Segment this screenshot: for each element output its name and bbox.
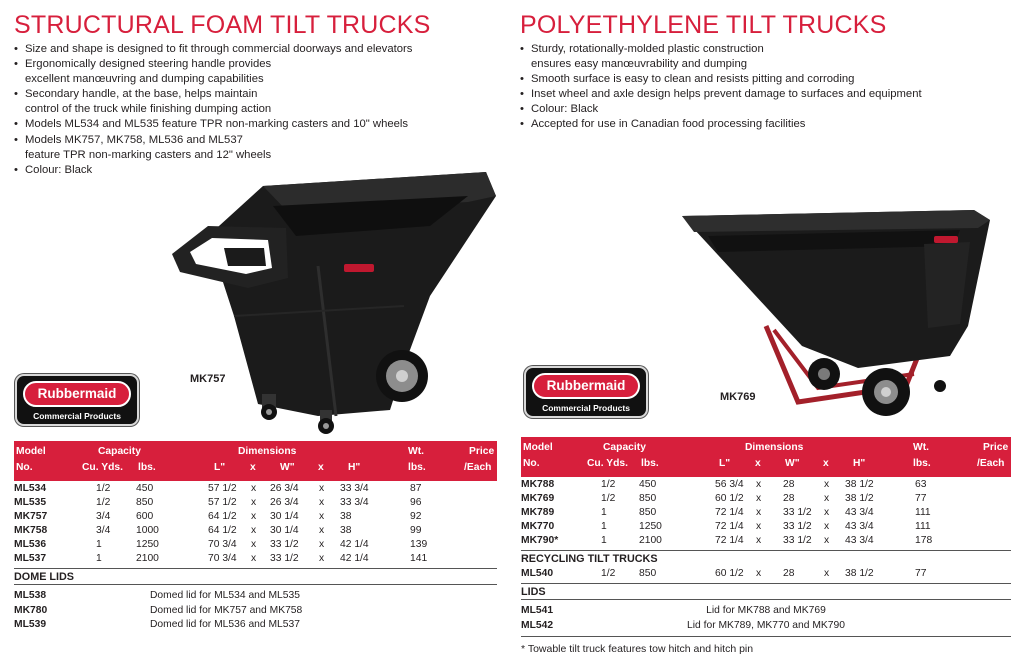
header-lbs: lbs. <box>641 458 659 469</box>
cell-l: 60 1/2 <box>715 568 744 579</box>
section-title: POLYETHYLENE TILT TRUCKS <box>520 11 887 39</box>
feature-list <box>520 42 1020 133</box>
lids-list <box>14 589 497 633</box>
cell-model: MK788 <box>521 479 555 490</box>
cell-w: 30 1/4 <box>270 525 299 536</box>
cell-x2: x <box>824 521 830 532</box>
cell-x1: x <box>251 483 257 494</box>
table-row <box>14 552 497 566</box>
cell-cu: 1 <box>96 553 102 564</box>
cell-x1: x <box>756 568 762 579</box>
cell-l: 70 3/4 <box>208 539 237 550</box>
header-no: No. <box>16 462 33 473</box>
cell-wt: 99 <box>410 525 422 536</box>
lid-description: Domed lid for ML534 and ML535 <box>150 590 300 601</box>
cell-lbs: 1250 <box>136 539 159 550</box>
header-capacity: Capacity <box>603 442 646 453</box>
table-row <box>521 492 1011 506</box>
cell-l: 72 1/4 <box>715 535 744 546</box>
table-row <box>14 482 497 496</box>
header-x: x <box>823 458 829 469</box>
cell-l: 72 1/4 <box>715 507 744 518</box>
cell-h: 43 3/4 <box>845 535 874 546</box>
model-tag: MK769 <box>720 391 756 403</box>
cell-model: MK757 <box>14 511 48 522</box>
cell-w: 26 3/4 <box>270 483 299 494</box>
cell-x1: x <box>251 497 257 508</box>
cell-cu: 1/2 <box>601 479 616 490</box>
spec-table <box>14 441 497 633</box>
header-capacity: Capacity <box>98 446 141 457</box>
cell-x2: x <box>824 479 830 490</box>
cell-lbs: 850 <box>639 507 657 518</box>
cell-lbs: 450 <box>136 483 154 494</box>
header-x: x <box>250 462 256 473</box>
header-each: /Each <box>464 462 492 473</box>
cell-model: ML534 <box>14 483 47 494</box>
cell-x1: x <box>251 539 257 550</box>
cell-w: 33 1/2 <box>783 535 812 546</box>
lid-description: Lid for MK789, MK770 and MK790 <box>687 619 845 631</box>
cell-cu: 1/2 <box>601 493 616 504</box>
cell-x1: x <box>251 553 257 564</box>
cell-x2: x <box>824 535 830 546</box>
lid-row <box>14 618 497 633</box>
cell-model: ML540 <box>521 568 554 579</box>
cell-lbs: 1000 <box>136 525 159 536</box>
feature-item: • Models ML534 and ML535 feature TPR non-marking casters and 10" wheels <box>14 117 504 132</box>
cell-h: 43 3/4 <box>845 507 874 518</box>
cell-w: 33 1/2 <box>270 539 299 550</box>
cell-x2: x <box>319 539 325 550</box>
header-wt: Wt. <box>408 446 425 457</box>
cell-h: 38 <box>340 525 352 536</box>
lid-model: MK780 <box>14 604 48 616</box>
cell-wt: 111 <box>915 521 931 532</box>
cell-w: 28 <box>783 568 795 579</box>
table-row <box>521 478 1011 492</box>
cell-l: 70 3/4 <box>208 553 237 564</box>
table-row <box>14 510 497 524</box>
cell-cu: 3/4 <box>96 525 111 536</box>
feature-list <box>14 42 504 178</box>
cell-h: 33 3/4 <box>340 497 369 508</box>
cell-wt: 139 <box>410 539 428 550</box>
header-price: Price <box>983 442 1009 453</box>
header-w: W" <box>785 458 800 469</box>
cell-h: 33 3/4 <box>340 483 369 494</box>
cell-model: ML536 <box>14 539 47 550</box>
section-heading: RECYCLING TILT TRUCKS <box>521 550 1011 567</box>
section-heading: LIDS <box>521 583 1011 600</box>
rubbermaid-logo <box>524 366 648 418</box>
header-h: H" <box>348 462 361 473</box>
cell-h: 43 3/4 <box>845 521 874 532</box>
cell-cu: 1 <box>601 521 607 532</box>
table-row <box>521 506 1011 520</box>
logo-brand: Rubbermaid <box>23 381 131 407</box>
header-lbs: lbs. <box>138 462 156 473</box>
cell-l: 60 1/2 <box>715 493 744 504</box>
lid-model: ML542 <box>521 619 554 631</box>
lid-description: Domed lid for ML536 and ML537 <box>150 619 300 630</box>
header-x: x <box>755 458 761 469</box>
lid-model: ML541 <box>521 605 554 616</box>
cell-l: 64 1/2 <box>208 511 237 522</box>
structural-foam-truck-image <box>168 166 500 438</box>
lid-description: Domed lid for MK757 and MK758 <box>150 604 303 616</box>
model-tag: MK757 <box>190 373 226 385</box>
feature-item: • Colour: Black <box>14 163 504 178</box>
table-header <box>521 437 1011 477</box>
logo-subtitle: Commercial Products <box>33 411 121 421</box>
divider <box>521 636 1011 637</box>
table-body <box>14 481 497 566</box>
cell-x2: x <box>824 493 830 504</box>
cell-model: ML537 <box>14 553 47 564</box>
cell-x1: x <box>756 493 762 504</box>
lid-row <box>521 619 1011 634</box>
cell-x2: x <box>319 483 325 494</box>
header-wt: Wt. <box>913 442 930 453</box>
cell-wt: 63 <box>915 479 927 490</box>
cell-cu: 1 <box>96 539 102 550</box>
cell-w: 26 3/4 <box>270 497 299 508</box>
feature-item: • Models MK757, MK758, ML536 and ML537 feature TPR non-marking casters and 12" wheels <box>14 133 504 163</box>
cell-w: 33 1/2 <box>783 521 812 532</box>
header-no: No. <box>523 458 540 469</box>
logo-subtitle: Commercial Products <box>542 403 630 413</box>
footnote: * Towable tilt truck features tow hitch and hitch pin <box>521 643 754 655</box>
table-row <box>521 520 1011 534</box>
cell-h: 42 1/4 <box>340 553 369 564</box>
cell-lbs: 850 <box>639 568 657 579</box>
table-row <box>521 567 1011 581</box>
lid-description: Lid for MK788 and MK769 <box>706 605 826 616</box>
feature-item: • Inset wheel and axle design helps prevent damage to surfaces and equipment <box>520 87 1020 102</box>
header-price: Price <box>469 446 495 457</box>
cell-x1: x <box>756 507 762 518</box>
header-wt-lbs: lbs. <box>913 458 931 469</box>
spec-table <box>521 437 1011 637</box>
section-heading: DOME LIDS <box>14 568 497 585</box>
lid-row <box>521 604 1011 619</box>
feature-item: • Secondary handle, at the base, helps maintain control of the truck while finishing dumping action <box>14 87 504 117</box>
cell-model: MK770 <box>521 521 555 532</box>
feature-item: • Colour: Black <box>520 102 1020 117</box>
cell-h: 38 1/2 <box>845 479 874 490</box>
cell-w: 33 1/2 <box>270 553 299 564</box>
cell-l: 57 1/2 <box>208 497 237 508</box>
cell-l: 57 1/2 <box>208 483 237 494</box>
cell-wt: 77 <box>915 568 927 579</box>
cell-w: 30 1/4 <box>270 511 299 522</box>
lid-model: ML538 <box>14 590 47 601</box>
cell-h: 38 1/2 <box>845 568 874 579</box>
lids-list <box>521 604 1011 633</box>
cell-model: MK789 <box>521 507 555 518</box>
lid-row <box>14 604 497 619</box>
cell-lbs: 2100 <box>639 535 662 546</box>
cell-x1: x <box>251 511 257 522</box>
cell-x2: x <box>319 511 325 522</box>
cell-lbs: 850 <box>136 497 154 508</box>
header-wt-lbs: lbs. <box>408 462 426 473</box>
cell-l: 56 3/4 <box>715 479 744 490</box>
header-cu-yds: Cu. Yds. <box>82 462 124 473</box>
section-title: STRUCTURAL FOAM TILT TRUCKS <box>14 11 431 39</box>
header-dimensions: Dimensions <box>745 442 804 453</box>
cell-model: MK790* <box>521 535 559 546</box>
feature-item: • Sturdy, rotationally-molded plastic construction ensures easy manœuvrability and dumping <box>520 42 1020 72</box>
header-model: Model <box>16 446 46 457</box>
cell-model: ML535 <box>14 497 47 508</box>
cell-lbs: 2100 <box>136 553 159 564</box>
cell-lbs: 850 <box>639 493 657 504</box>
cell-wt: 77 <box>915 493 927 504</box>
header-l: L" <box>719 458 731 469</box>
header-model: Model <box>523 442 553 453</box>
cell-x1: x <box>756 535 762 546</box>
feature-item: • Smooth surface is easy to clean and resists pitting and corroding <box>520 72 1020 87</box>
cell-lbs: 1250 <box>639 521 662 532</box>
cell-cu: 1/2 <box>96 483 111 494</box>
cell-h: 38 <box>340 511 352 522</box>
cell-wt: 96 <box>410 497 422 508</box>
cell-x2: x <box>319 525 325 536</box>
cell-cu: 1 <box>601 507 607 518</box>
cell-x1: x <box>756 479 762 490</box>
table-row <box>14 496 497 510</box>
cell-x2: x <box>319 497 325 508</box>
cell-wt: 87 <box>410 483 422 494</box>
cell-x2: x <box>824 568 830 579</box>
cell-cu: 3/4 <box>96 511 111 522</box>
cell-x1: x <box>756 521 762 532</box>
table-row <box>14 524 497 538</box>
table-row <box>14 538 497 552</box>
feature-item: • Ergonomically designed steering handle provides excellent manœuvring and dumping capabilities <box>14 57 504 87</box>
cell-h: 38 1/2 <box>845 493 874 504</box>
cell-lbs: 450 <box>639 479 657 490</box>
cell-w: 33 1/2 <box>783 507 812 518</box>
header-cu-yds: Cu. Yds. <box>587 458 629 469</box>
cell-cu: 1 <box>601 535 607 546</box>
cell-l: 72 1/4 <box>715 521 744 532</box>
cell-wt: 141 <box>410 553 428 564</box>
cell-x2: x <box>319 553 325 564</box>
header-x: x <box>318 462 324 473</box>
cell-model: MK769 <box>521 493 555 504</box>
header-dimensions: Dimensions <box>238 446 297 457</box>
cell-x2: x <box>824 507 830 518</box>
table-header <box>14 441 497 481</box>
lid-row <box>14 589 497 604</box>
feature-item: • Accepted for use in Canadian food processing facilities <box>520 117 1020 132</box>
cell-wt: 178 <box>915 535 933 546</box>
recycling-table-body <box>521 567 1011 581</box>
lid-model: ML539 <box>14 619 47 630</box>
rubbermaid-logo <box>15 374 139 426</box>
cell-cu: 1/2 <box>96 497 111 508</box>
header-w: W" <box>280 462 295 473</box>
header-each: /Each <box>977 458 1005 469</box>
header-l: L" <box>214 462 226 473</box>
cell-w: 28 <box>783 479 795 490</box>
cell-h: 42 1/4 <box>340 539 369 550</box>
cell-cu: 1/2 <box>601 568 616 579</box>
cell-lbs: 600 <box>136 511 154 522</box>
table-row <box>521 534 1011 548</box>
cell-l: 64 1/2 <box>208 525 237 536</box>
cell-x1: x <box>251 525 257 536</box>
cell-w: 28 <box>783 493 795 504</box>
logo-brand: Rubbermaid <box>532 373 640 399</box>
cell-wt: 92 <box>410 511 422 522</box>
cell-wt: 111 <box>915 507 931 518</box>
cell-model: MK758 <box>14 525 48 536</box>
header-h: H" <box>853 458 866 469</box>
table-body <box>521 477 1011 548</box>
feature-item: • Size and shape is designed to fit through commercial doorways and elevators <box>14 42 504 57</box>
